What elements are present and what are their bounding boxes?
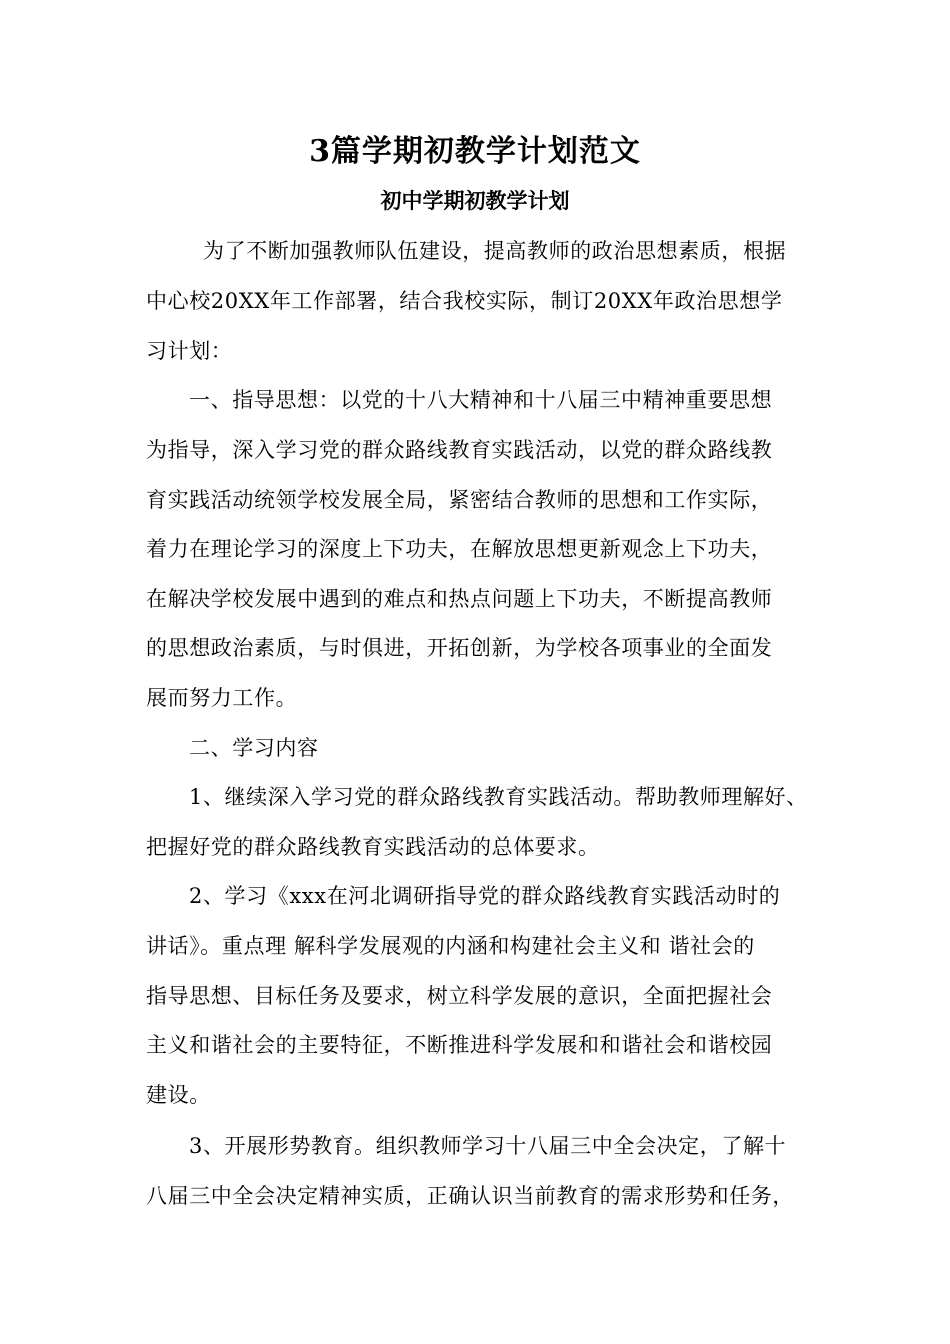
paragraph-line: 一、指导思想：以党的十八大精神和十八届三中精神重要思想 xyxy=(189,388,773,412)
paragraph-line: 中心校20XX年工作部署，结合我校实际，制订20XX年政治思想学 xyxy=(146,289,783,313)
paragraph-line: 3、开展形势教育。组织教师学习十八届三中全会决定，了解十 xyxy=(189,1134,787,1158)
paragraph-line: 建设。 xyxy=(146,1083,211,1107)
paragraph-line: 1、继续深入学习党的群众路线教育实践活动。帮助教师理解好、 xyxy=(189,785,808,809)
paragraph-line: 把握好党的群众路线教育实践活动的总体要求。 xyxy=(146,835,600,859)
paragraph-line: 在解决学校发展中遇到的难点和热点问题上下功夫，不断提高教师 xyxy=(146,587,773,611)
paragraph-line: 的思想政治素质，与时俱进，开拓创新，为学校各项事业的全面发 xyxy=(146,636,773,660)
document-subtitle: 初中学期初教学计划 xyxy=(380,188,570,213)
paragraph-line: 育实践活动统领学校发展全局，紧密结合教师的思想和工作实际， xyxy=(146,488,773,512)
paragraph-line: 着力在理论学习的深度上下功夫，在解放思想更新观念上下功夫， xyxy=(146,537,773,561)
paragraph-line: 指导思想、目标任务及要求，树立科学发展的意识，全面把握社会 xyxy=(146,984,773,1008)
section-heading: 二、学习内容 xyxy=(189,736,319,760)
paragraph-line: 为了不断加强教师队伍建设，提高教师的政治思想素质，根据 xyxy=(203,239,787,263)
paragraph-line: 为指导，深入学习党的群众路线教育实践活动，以党的群众路线教 xyxy=(146,438,773,462)
paragraph-line: 习计划： xyxy=(146,339,233,363)
paragraph-line: 2、学习《xxx在河北调研指导党的群众路线教育实践活动时的 xyxy=(189,884,781,908)
paragraph-line: 主义和谐社会的主要特征，不断推进科学发展和和谐社会和谐校园 xyxy=(146,1033,773,1057)
paragraph-line: 八届三中全会决定精神实质，正确认识当前教育的需求形势和任务， xyxy=(146,1184,794,1208)
document-title: 3篇学期初教学计划范文 xyxy=(309,134,641,169)
paragraph-line: 展而努力工作。 xyxy=(146,686,298,710)
paragraph-line: 讲话》。重点理 解科学发展观的内涵和构建社会主义和 谐社会的 xyxy=(146,934,755,958)
